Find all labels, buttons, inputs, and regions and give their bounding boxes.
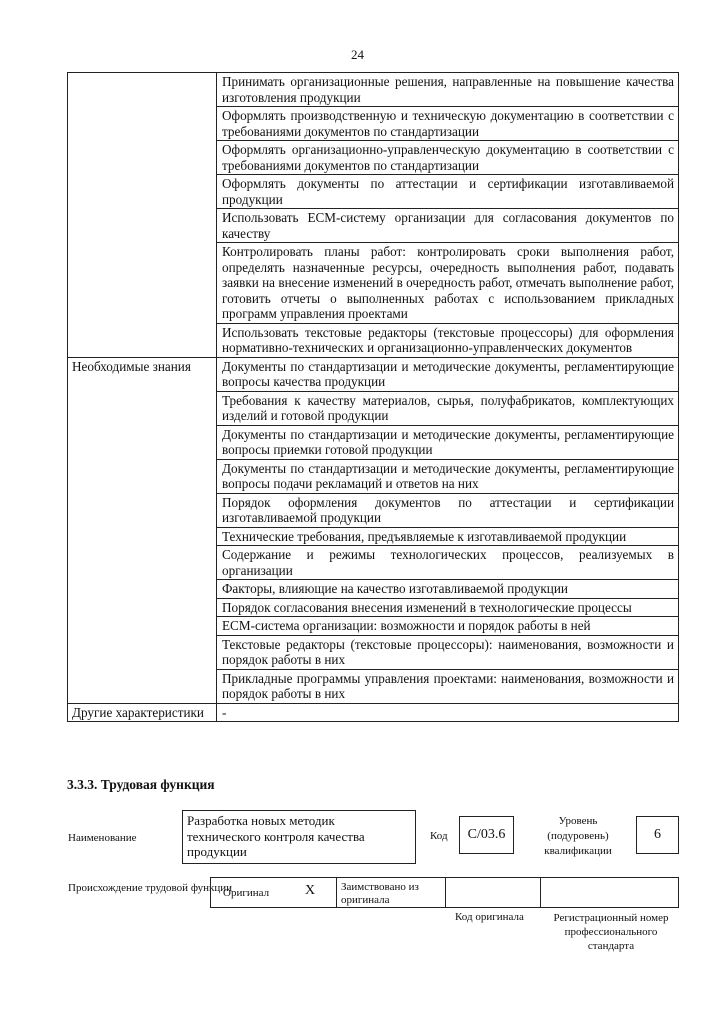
original-cell — [211, 878, 337, 907]
name-label: Наименование — [68, 832, 137, 844]
table-content-cell: Порядок согласования внесения изменений в технологические процессы — [217, 598, 679, 617]
table-content-cell: Порядок оформления документов по аттестации и сертификации изготавливаемой продукции — [217, 493, 679, 527]
table-content-cell: Содержание и режимы технологических процессов, реализуемых в организации — [217, 546, 679, 580]
table-content-cell: Факторы, влияющие на качество изготавливаемой продукции — [217, 580, 679, 599]
table-content-cell: - — [217, 703, 679, 722]
code-value: C/03.6 — [459, 816, 514, 854]
table-category-cell: Необходимые знания — [68, 357, 217, 703]
table-content-cell: Оформлять производственную и техническую документацию в соответствии с требованиями документов по стандартизации — [217, 107, 679, 141]
code-label: Код — [430, 830, 448, 842]
table-category-cell — [68, 73, 217, 358]
table-content-cell: Контролировать планы работ: контролировать сроки выполнения работ, определять назначенные ресурсы, очередность выполнения работ, подавать заявки на внесение изменений в очередность работ, отмечать выполнение работ, готовить отчеты о выполненных работах с использованием прикладных программ управления проектами — [217, 243, 679, 324]
knowledge-skills-table — [67, 72, 679, 722]
original-label: Оригинал — [223, 887, 270, 899]
table-content-cell: Текстовые редакторы (текстовые процессоры): наименования, возможности и порядок работы в них — [217, 635, 679, 669]
table-row — [68, 703, 679, 722]
function-name-value: Разработка новых методик технического контроля качества продукции — [182, 810, 416, 864]
table-content-cell: Использовать текстовые редакторы (текстовые процессоры) для оформления нормативно-технических и организационно-управленческих документов — [217, 323, 679, 357]
table-content-cell: Оформлять документы по аттестации и сертификации изготавливаемой продукции — [217, 175, 679, 209]
table-content-cell: ECM-система организации: возможности и порядок работы в ней — [217, 617, 679, 636]
section-title: 3.3.3. Трудовая функция — [67, 777, 215, 792]
table-content-cell: Оформлять организационно-управленческую документацию в соответствии с требованиями документов по стандартизации — [217, 141, 679, 175]
reg-number-cell — [541, 878, 678, 907]
table-content-cell: Прикладные программы управления проектами: наименования, возможности и порядок работы в них — [217, 669, 679, 703]
table-content-cell: Документы по стандартизации и методические документы, регламентирующие вопросы подачи рекламаций и ответов на них — [217, 459, 679, 493]
table-content-cell: Документы по стандартизации и методические документы, регламентирующие вопросы приемки готовой продукции — [217, 425, 679, 459]
origin-row — [210, 877, 679, 908]
reg-number-caption: Регистрационный номер профессионального стандарта — [553, 912, 669, 952]
code-original-caption: Код оригинала — [455, 911, 524, 923]
table-content-cell: Принимать организационные решения, направленные на повышение качества изготовления продукции — [217, 73, 679, 107]
borrowed-label: Заимствовано из оригинала — [337, 878, 446, 907]
original-mark: X — [305, 883, 316, 898]
code-original-cell — [446, 878, 541, 907]
table-row — [68, 73, 679, 107]
level-value: 6 — [636, 816, 679, 854]
table-content-cell: Требования к качеству материалов, сырья, полуфабрикатов, комплектующих изделий и готовой продукции — [217, 391, 679, 425]
table-row — [68, 357, 679, 391]
table-category-cell: Другие характеристики — [68, 703, 217, 722]
table-content-cell: Использовать ECM-систему организации для согласования документов по качеству — [217, 209, 679, 243]
table-content-cell: Документы по стандартизации и методические документы, регламентирующие вопросы качества продукции — [217, 357, 679, 391]
level-label: Уровень (подуровень) квалификации — [544, 815, 612, 857]
page-number: 24 — [351, 47, 364, 62]
origin-label: Происхождение трудовой функции — [68, 882, 233, 894]
table-content-cell: Технические требования, предъявляемые к изготавливаемой продукции — [217, 527, 679, 546]
